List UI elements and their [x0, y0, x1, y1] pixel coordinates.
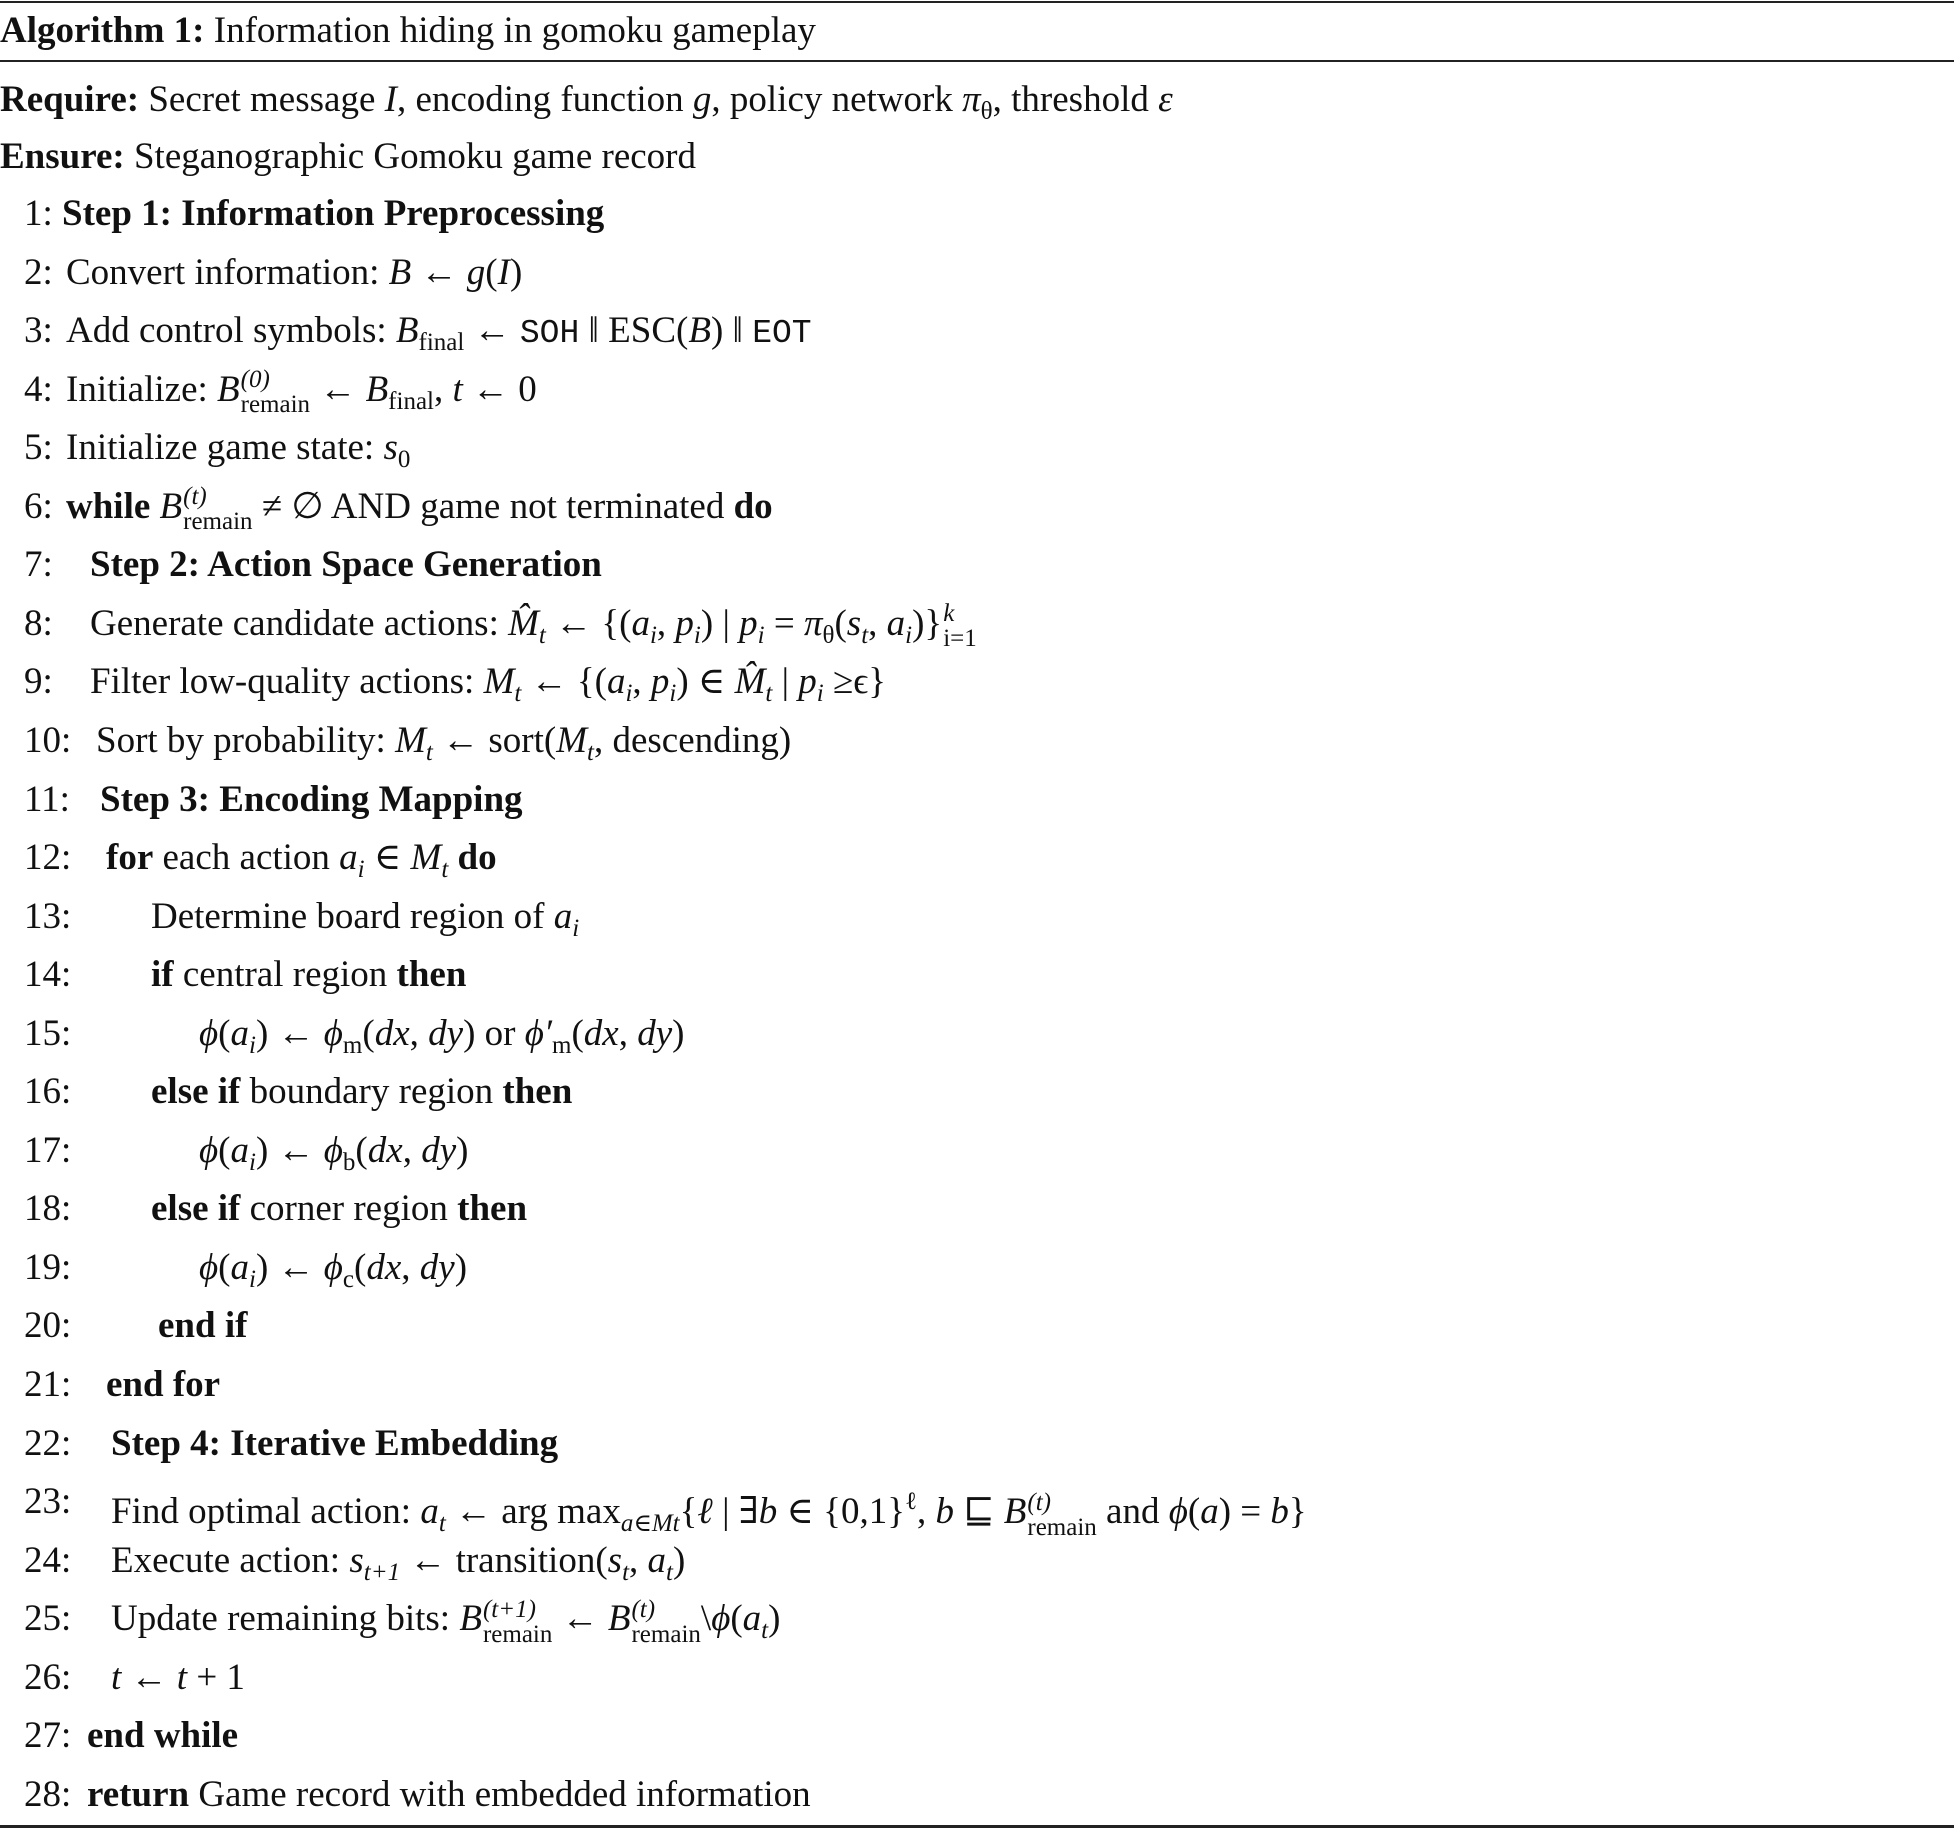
math-subi: i [572, 914, 580, 942]
math-i: t [176, 1656, 188, 1698]
math-i: M̂ [508, 602, 539, 644]
math-i: dy [421, 1129, 457, 1171]
line-number: 21: [24, 1364, 72, 1405]
text: , [618, 1012, 638, 1054]
bottom-rule [0, 1825, 1954, 1828]
math-i: b [1270, 1491, 1289, 1533]
math-i: ℓ [697, 1491, 713, 1533]
line-content [158, 1297, 247, 1355]
math-i: B [217, 368, 240, 410]
text: ← {( [545, 602, 632, 644]
math-i: B [388, 251, 412, 293]
math-i: π [803, 602, 823, 644]
keyword: Step 2: Action Space Generation [90, 544, 602, 586]
text: Filter low-quality actions: [90, 661, 484, 703]
math-subi: t [425, 738, 433, 766]
text: ← [552, 1598, 608, 1640]
math-supsub [241, 367, 310, 417]
text: ‖ ESC( [579, 310, 689, 352]
math-i: s [846, 602, 862, 644]
text: Game record with embedded information [189, 1773, 811, 1815]
text: ) ← [255, 1246, 324, 1288]
math-subi: i [816, 680, 824, 708]
text [448, 837, 457, 878]
math-i: I [497, 251, 510, 293]
text: , [868, 602, 887, 644]
text: ≠ ∅ AND game not terminated [252, 485, 734, 527]
math-sub: final [388, 387, 434, 415]
require-text [148, 79, 1173, 125]
keyword: do [457, 837, 497, 879]
text: Update remaining bits: [111, 1598, 460, 1640]
math-i: dy [637, 1012, 673, 1054]
line-number: 17: [24, 1129, 72, 1171]
math-supsub [631, 1597, 700, 1647]
keyword: Step 3: Encoding Mapping [100, 778, 523, 820]
math-subscript: remain [183, 508, 253, 536]
line-number: 19: [24, 1246, 72, 1288]
math-subi: i [357, 856, 365, 884]
math-tt: EOT [752, 315, 812, 353]
math-subi: t [587, 738, 594, 766]
text: ( [218, 1246, 231, 1288]
math-subi: t [441, 856, 449, 884]
text: | [772, 661, 799, 703]
keyword: then [457, 1188, 528, 1230]
algorithm-title: Information hiding in gomoku gameplay [213, 10, 816, 51]
math-i: ϕ [323, 1246, 343, 1288]
text: Initialize game state: [66, 427, 384, 469]
text: \ [700, 1598, 712, 1640]
text: ← [464, 310, 520, 352]
math-sub: b [342, 1148, 356, 1176]
text: Execute action: [111, 1539, 350, 1581]
text: ← arg max [445, 1491, 621, 1533]
math-subi: t [438, 1510, 446, 1538]
math-i: ϕ [323, 1012, 343, 1054]
math-i: dy [428, 1012, 464, 1054]
math-subi: t [622, 1558, 630, 1586]
math-superscript: (t) [631, 1595, 656, 1623]
text: ( [485, 251, 498, 293]
text: ) = [1218, 1491, 1271, 1533]
math-i: ε [1158, 79, 1173, 120]
algorithm-caption [0, 2, 816, 60]
text: Secret message [148, 79, 385, 120]
line-number: 3: [24, 310, 53, 352]
text: ← [411, 251, 467, 293]
ensure-line [0, 128, 696, 186]
math-i: B [365, 368, 389, 410]
math-i: ϕ [711, 1598, 731, 1640]
math-superscript: (t) [1027, 1488, 1051, 1516]
math-i: g [466, 251, 486, 293]
line-number: 1: [24, 193, 53, 234]
text: , [629, 1539, 648, 1581]
math-sub: m [342, 1031, 363, 1059]
text: , encoding function [396, 79, 693, 120]
math-i: a [420, 1491, 439, 1533]
text: ) ← [255, 1012, 324, 1054]
math-i: b [935, 1491, 954, 1533]
line-number: 7: [24, 544, 53, 586]
text: { [679, 1491, 698, 1533]
text: Determine board region of [151, 895, 554, 937]
math-supsub [943, 601, 977, 651]
line-number: 9: [24, 661, 53, 703]
math-i: dx [374, 1012, 410, 1054]
line-content [151, 1180, 527, 1238]
ensure-label: Ensure: [0, 136, 125, 177]
math-i: p [675, 602, 694, 644]
text: ) [454, 1246, 468, 1288]
math-i: a [647, 1539, 667, 1581]
math-subscript: remain [631, 1620, 701, 1648]
math-superscript: k [943, 600, 955, 628]
text: ∈ [364, 837, 411, 879]
keyword: Step 4: Iterative Embedding [111, 1422, 559, 1464]
math-i: p [739, 602, 758, 644]
math-i: a [631, 602, 650, 644]
math-i: t [452, 368, 463, 410]
text: ← [121, 1656, 177, 1698]
text: ) ‖ [710, 310, 753, 352]
text: ← [310, 368, 366, 410]
text: ( [218, 1012, 231, 1054]
keyword: return [87, 1773, 190, 1815]
math-subi: i [248, 1031, 256, 1059]
line-number: 25: [24, 1598, 72, 1640]
text: , [434, 368, 453, 410]
math-i: B [395, 310, 419, 352]
math-i: B [688, 310, 711, 352]
math-supsub [483, 1597, 552, 1647]
ensure-text: Steganographic Gomoku game record [133, 136, 696, 177]
text: , [632, 661, 651, 703]
text: ← sort( [432, 719, 557, 761]
math-subscript: remain [482, 1620, 553, 1648]
math-i: a [742, 1598, 762, 1640]
math-i: ϕ [323, 1129, 343, 1171]
text: , [401, 1246, 420, 1288]
math-i: ϕ [1168, 1491, 1188, 1533]
text: ( [571, 1012, 584, 1054]
line-number: 20: [24, 1305, 72, 1347]
math-i: I [384, 79, 397, 120]
keyword: end while [87, 1715, 239, 1757]
line-number: 22: [24, 1422, 72, 1464]
math-sub: c [342, 1265, 355, 1293]
math-subi: t [861, 621, 869, 649]
math-subi: i [248, 1265, 256, 1293]
math-subi: t [765, 680, 773, 708]
text: , policy network [711, 79, 963, 120]
text: ← transition( [400, 1539, 608, 1581]
text: Generate candidate actions: [90, 602, 509, 644]
text: ) [768, 1598, 781, 1640]
math-i: ϕ [199, 1012, 219, 1054]
text: )} [912, 602, 943, 644]
math-i: a [606, 661, 626, 703]
math-i: g [692, 79, 712, 120]
text: ⊑ [953, 1491, 1004, 1533]
math-subi: t [666, 1558, 673, 1586]
line-content [100, 771, 523, 829]
line-number: 14: [24, 954, 72, 996]
line-content [66, 478, 773, 536]
text: each action [153, 837, 340, 879]
text: Find optimal action: [111, 1491, 421, 1533]
math-i: a [230, 1246, 249, 1288]
line-number: 10: [24, 719, 72, 761]
math-superscript: (0) [240, 366, 270, 394]
text: , descending) [593, 719, 792, 761]
keyword: if [151, 954, 174, 996]
text: ( [730, 1598, 743, 1640]
math-sub: θ [822, 621, 835, 649]
math-i: dx [366, 1246, 402, 1288]
keyword: else if [151, 1071, 241, 1113]
text: ( [354, 1246, 367, 1288]
math-subi: t [538, 621, 546, 649]
math-i: a [339, 837, 358, 879]
line-content [151, 1063, 572, 1121]
math-i: a [230, 1129, 249, 1171]
math-subi: i [693, 621, 701, 649]
math-i: p [798, 661, 817, 703]
math-i: dx [367, 1129, 403, 1171]
text: Convert information: [66, 251, 389, 293]
line-number: 15: [24, 1012, 72, 1054]
math-sub: θ [980, 98, 993, 125]
math-sub: 0 [397, 446, 411, 474]
line-number: 12: [24, 837, 72, 879]
text: , [409, 1012, 429, 1054]
require-line [0, 71, 1173, 129]
line-number: 5: [24, 427, 53, 469]
line-number: 6: [24, 485, 53, 527]
math-subi: t+1 [363, 1558, 401, 1586]
text: central region [173, 954, 397, 996]
math-subi: t [761, 1617, 769, 1645]
math-subi: a∈M [620, 1510, 673, 1538]
text: ( [218, 1129, 231, 1171]
math-i: π [962, 79, 981, 120]
line-number: 16: [24, 1071, 72, 1113]
math-i: a [1200, 1491, 1219, 1533]
math-superscript: (t+1) [482, 1595, 536, 1623]
line-number: 11: [24, 778, 70, 820]
math-i: M [410, 837, 442, 879]
text: ← 0 [462, 368, 537, 410]
text: ← {( [521, 661, 607, 703]
line-content [90, 536, 602, 594]
math-i: s [383, 427, 398, 469]
math-i: B [159, 485, 183, 527]
text: | ∃ [712, 1491, 759, 1533]
text: , threshold [992, 79, 1159, 120]
text: ∈ {0,1} [777, 1491, 905, 1533]
math-subi: i [905, 621, 913, 649]
keyword: end for [106, 1364, 221, 1405]
keyword: then [396, 954, 467, 996]
line-number: 27: [24, 1715, 72, 1757]
text: ) [672, 1539, 686, 1581]
math-i: ϕ [199, 1129, 219, 1171]
math-i: p [650, 661, 670, 703]
text: ) [509, 251, 523, 293]
line-content [62, 185, 604, 243]
text: ( [362, 1012, 375, 1054]
text: ) or [463, 1012, 525, 1054]
text: ) ← [255, 1129, 324, 1171]
math-subi: i [625, 680, 633, 708]
keyword: while [66, 485, 151, 527]
text: Sort by probability: [96, 719, 396, 761]
text: corner region [240, 1188, 458, 1230]
line-number: 23: [24, 1481, 72, 1523]
text: Initialize: [66, 368, 218, 410]
math-sub: m [551, 1031, 572, 1059]
math-i: M [483, 661, 515, 703]
math-i: B [607, 1598, 631, 1640]
line-content [87, 1766, 811, 1824]
math-i: ϕ′ [524, 1012, 552, 1054]
algorithm-label: Algorithm 1: [0, 10, 205, 51]
math-tt: SOH [519, 315, 580, 353]
math-i: B [1003, 1491, 1027, 1533]
math-subi: i [669, 680, 677, 708]
math-i: b [758, 1491, 778, 1533]
math-i: dy [419, 1246, 455, 1288]
text: ) [672, 1012, 685, 1054]
math-sub: final [418, 329, 465, 357]
line-number: 28: [24, 1773, 72, 1815]
math-i: a [553, 895, 573, 937]
line-content [111, 1415, 558, 1473]
math-i: ϕ [199, 1246, 219, 1288]
math-subi: i [649, 621, 657, 649]
text: boundary region [240, 1071, 503, 1113]
line-number: 18: [24, 1188, 72, 1230]
line-content [66, 244, 522, 302]
line-content [106, 1356, 220, 1414]
math-supsub [183, 484, 252, 534]
math-subscript: remain [240, 391, 311, 419]
text: and [1096, 1491, 1169, 1533]
math-i: B [459, 1598, 482, 1640]
text: , [402, 1129, 422, 1171]
math-subi: i [248, 1148, 256, 1176]
text: } [1288, 1491, 1307, 1533]
text: ( [1187, 1491, 1201, 1533]
math-i: dx [583, 1012, 619, 1054]
math-subscript: remain [1027, 1513, 1097, 1541]
text [150, 486, 159, 527]
math-i: a [230, 1012, 249, 1054]
line-number: 24: [24, 1539, 72, 1581]
keyword: do [733, 485, 773, 527]
line-number: 8: [24, 602, 53, 644]
text: , [656, 602, 676, 644]
text: ( [355, 1129, 368, 1171]
line-number: 26: [24, 1656, 72, 1698]
text: ( [834, 602, 847, 644]
text: + 1 [187, 1656, 245, 1698]
math-superscript: (t) [183, 483, 207, 511]
text: ) | [700, 602, 740, 644]
line-number: 2: [24, 251, 53, 293]
keyword: else if [151, 1188, 241, 1230]
text: = [764, 602, 804, 644]
text: Add control symbols: [66, 310, 396, 352]
keyword: Step 1: Information Preprocessing [62, 193, 605, 234]
math-sup: ℓ [904, 1488, 917, 1516]
keyword: then [502, 1071, 573, 1113]
math-i: t [111, 1656, 122, 1698]
keyword: for [106, 837, 154, 879]
line-content [87, 1707, 238, 1765]
math-i: M̂ [734, 661, 766, 703]
text: ≥ϵ} [823, 661, 887, 703]
math-supsub [1027, 1490, 1096, 1540]
line-number: 4: [24, 368, 53, 410]
text: ) [456, 1129, 469, 1171]
math-subi: i [757, 621, 765, 649]
math-subi: t [672, 1510, 680, 1538]
line-number: 13: [24, 895, 72, 937]
math-subscript: i=1 [943, 625, 977, 653]
line-content [111, 1649, 245, 1707]
math-i: s [607, 1539, 623, 1581]
math-subi: t [514, 680, 522, 708]
keyword: end if [158, 1305, 248, 1347]
text: , [916, 1491, 936, 1533]
math-i: M [556, 719, 588, 761]
line-content [151, 946, 466, 1004]
math-i: s [349, 1539, 364, 1581]
caption-rule [0, 60, 1954, 62]
text: ) ∈ [676, 661, 735, 703]
math-i: a [886, 602, 906, 644]
math-i: M [395, 719, 426, 761]
require-label: Require: [0, 79, 140, 120]
